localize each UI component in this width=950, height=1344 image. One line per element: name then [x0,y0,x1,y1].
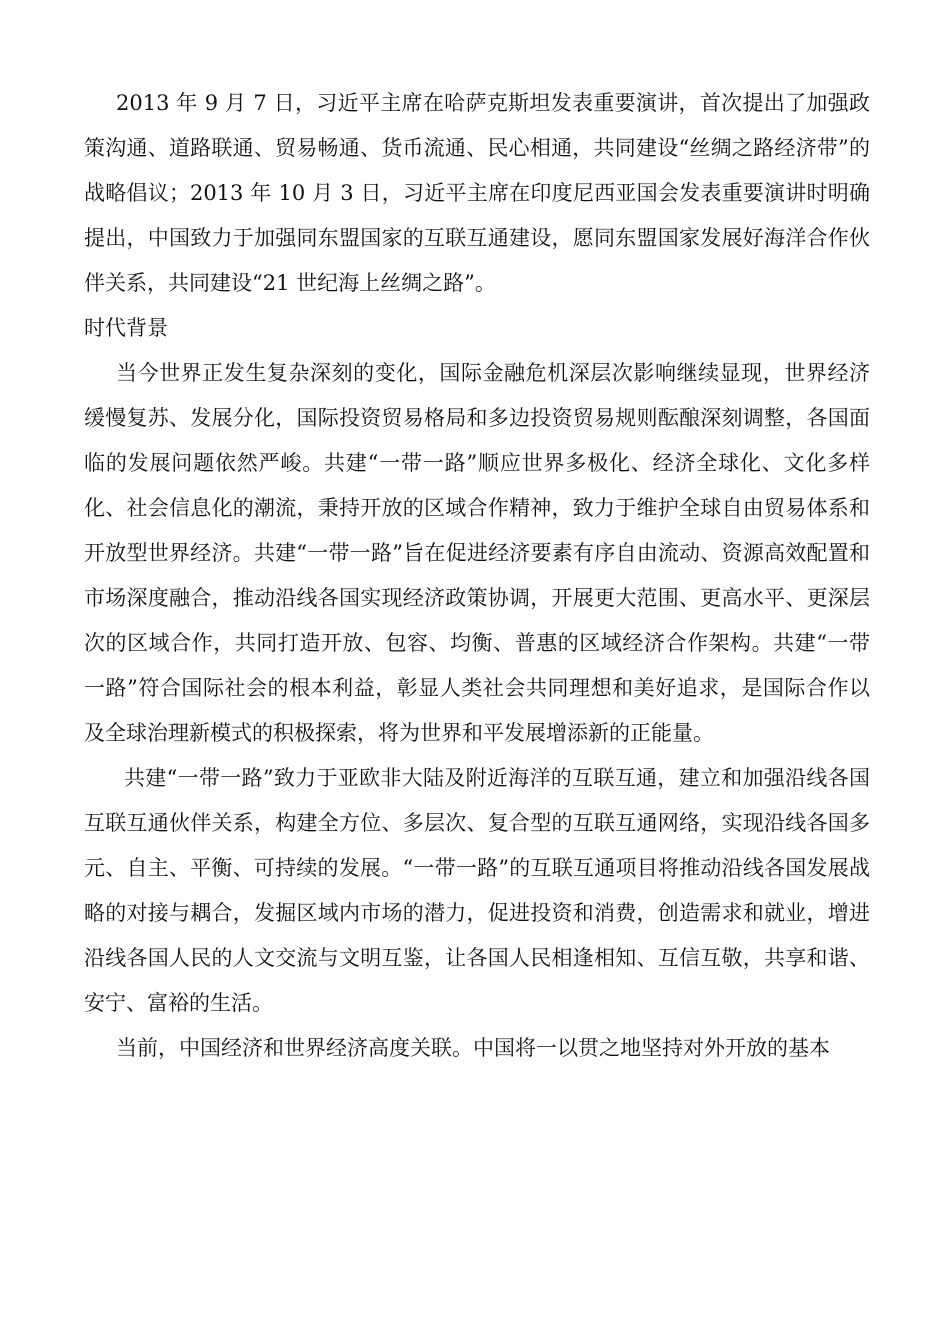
document-body [84,81,870,1071]
section-heading: 时代背景 [84,316,168,340]
paragraph-initiative-speeches: 2013 年 9 月 7 日，习近平主席在哈萨克斯坦发表重要演讲，首次提出了加强政策沟通、道路联通、贸易畅通、货币流通、民心相通，共同建设“丝绸之路经济带”的战略倡议；2013 年 10 月 3 日，习近平主席在印度尼西亚国会发表重要演讲时明确提出，中国致力于加强同东盟国家的互联互通建设，愿同东盟国家发展好海洋合作伙伴关系，共同建设“21 世纪海上丝绸之路”。 [84,91,870,295]
paragraph-era-background: 当今世界正发生复杂深刻的变化，国际金融危机深层次影响继续显现，世界经济缓慢复苏、发展分化，国际投资贸易格局和多边投资贸易规则酝酿深刻调整，各国面临的发展问题依然严峻。共建“一带一路”顺应世界多极化、经济全球化、文化多样化、社会信息化的潮流，秉持开放的区域合作精神，致力于维护全球自由贸易体系和开放型世界经济。共建“一带一路”旨在促进经济要素有序自由流动、资源高效配置和市场深度融合，推动沿线各国实现经济政策协调，开展更大范围、更高水平、更深层次的区域合作，共同打造开放、包容、均衡、普惠的区域经济合作架构。共建“一带一路”符合国际社会的根本利益，彰显人类社会共同理想和美好追求，是国际合作以及全球治理新模式的积极探索，将为世界和平发展增添新的正能量。 [84,361,870,745]
paragraph-connectivity: 共建“一带一路”致力于亚欧非大陆及附近海洋的互联互通，建立和加强沿线各国互联互通伙伴关系，构建全方位、多层次、复合型的互联互通网络，实现沿线各国多元、自主、平衡、可持续的发展。“一带一路”的互联互通项目将推动沿线各国发展战略的对接与耦合，发掘区域内市场的潜力，促进投资和消费，创造需求和就业，增进沿线各国人民的人文交流与文明互鉴，让各国人民相逢相知、互信互敬，共享和谐、安宁、富裕的生活。 [84,766,870,1015]
paragraph-current-economy: 当前，中国经济和世界经济高度关联。中国将一以贯之地坚持对外开放的基本 [116,1036,830,1060]
